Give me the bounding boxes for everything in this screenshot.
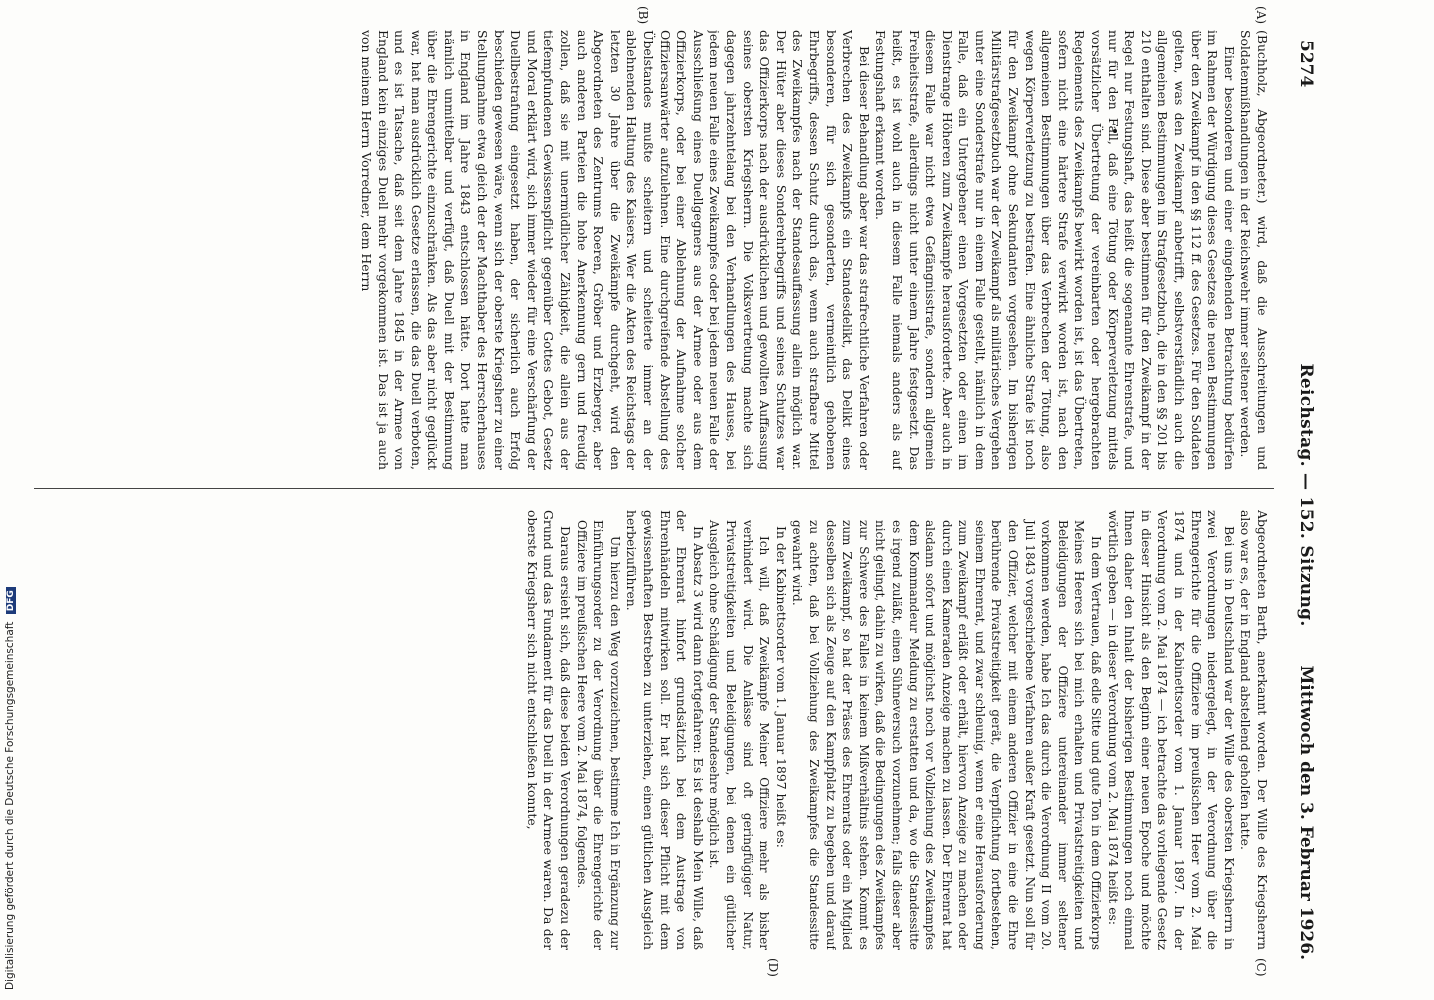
paragraph: Einer besonderen und einer eingehenden Betrachtung bedürfen im Rahmen der Würdigung dieses Gesetzes die neuen Bestimmungen über den Zweikampf in den §§ 112 ff. des Gesetzes. Für den Soldaten gelten, was den Zweikampf anbetrifft, selbstverständlich auch die allgemeinen Bestimmungen im Strafgesetzbuch, die in den §§ 201 bis 210 enthalten sind. Diese aber bestimmen für den Zweikampf in der Regel nur Festungshaft, das heißt die sogenannte Ehrenstrafe, und nur für den Fall, daß eine Tötung oder Körperverletzung mittels vorsätzlicher Übertretung der vereinbarten oder hergebrachten Regelements des Zweikampfs bewirkt worden ist, ist das Übertreten, sofern nicht eine härtere Strafe verwirkt worden ist, nach den allgemeinen Bestimmungen über das Verbrechen der Tötung, also wegen Körperverletzung zu bestrafen. Eine ähnliche Strafe ist noch für den Zweikampf ohne Sekundanten vorgesehen. Im bisherigen Militärstrafgesetzbuch war der Zweikampf als militärisches Vergehen unter eine Sonderstrafe nur in einem Falle gestellt, nämlich in dem Falle, daß ein Untergebener einen Vorgesetzten oder einen im Dienstrange Höheren zum Zweikampfe herausforderte. Aber auch in diesem Falle war nicht etwa Gefängnisstrafe, sondern allgemein Freiheitsstrafe, allerdings nicht unter einem Jahre festgesetzt. Das heißt, es ist wohl auch in diesem Falle niemals anders als auf Festungshaft erkannt worden.	[873, 30, 1237, 470]
right-column	[30, 510, 1270, 950]
margin-marker-c: (C)	[1254, 958, 1268, 977]
margin-marker-d: (D)	[766, 958, 780, 977]
dfg-logo: DFG	[6, 587, 16, 614]
paragraph: Daraus ersieht sich, daß diese beiden Verordnungen geradezu der Grund und das Fundament für das Duell in der Armee waren. Da der oberste Kriegsherr sich nicht entschließen konnte,	[524, 510, 574, 950]
margin-marker-a: (A)	[1254, 6, 1268, 25]
quoted-paragraph: Um hierzu den Weg vorzuzeichnen, bestimme Ich in Ergänzung zur Einführungsorder zu der Verordnung über die Ehrengerichte der Offiziere im preußischen Heere vom 2. Mai 1874, folgendes.	[574, 520, 622, 950]
header-title: Reichstag. — 152. Sitzung.	[1296, 363, 1316, 627]
paragraph: In Absatz 3 wird dann fortgefahren: Es ist deshalb Mein Wille, daß der Ehrenrat hinfort grundsätzlich bei dem Austrage von Ehrenhändeln mitwirken soll. Er hat sich dieser Pflicht mit dem gewissenhaften Bestreben zu unterziehen, einen gütlichen Ausgleich herbeizuführen.	[624, 510, 706, 950]
paragraph: Abgeordneten Barth, anerkannt worden. Der Wille des Kriegsherrn also war es, der in England abstellend geholfen hatte.	[1238, 510, 1270, 950]
header-date: Mittwoch den 3. Februar 1926.	[1296, 665, 1316, 960]
quoted-paragraph: Ich will, daß Zweikämpfe Meiner Offiziere mehr als bisher verhindert wird. Die Anlässe sind oft geringfügiger Natur, Privatstreitigkeiten und Beleidigungen, bei denen ein gütlicher Ausgleich ohne Schädigung der Standesehre möglich ist.	[707, 520, 772, 950]
left-column	[30, 30, 1270, 470]
page-number: 5274	[1296, 40, 1316, 88]
paragraph: Bei dieser Behandlung aber war das strafrechtliche Verfahren oder Verbrechen des Zweikampfs ein Standesdelikt, das Delikt eines besonderen, für sich gesonderten, vermeintlich gehobenen Ehrbegriffs, dessen Schutz durch das, wenn auch strafbare Mittel des Zweikampfes nach der Standesauffassung allein möglich war. Der Hüter aber dieses Sonderehrbegriffs und seines Schutzes war das Offizierkorps nach der ausdrücklichen und gewollten Auffassung seines obersten Kriegsherrn. Die Volksvertretung machte sich dagegen jahrzehntelang bei den Verhandlungen des Hauses, bei jedem neuen Falle eines Zweikampfes oder bei jedem neuen Falle der Ausschließung eines Duellgegners aus der Armee oder aus dem Offizierkorps, oder bei einer Ablehnung der Aufnahme solcher Offiziersanwärter aufzulehnen. Eine durchgreifende Abstellung des Übelstandes mußte scheitern und scheiterte immer an der ablehnenden Haltung des Kaisers. Wer die Akten des Reichstags der letzten 30 Jahre über die Zweikämpfe durchgeht, wird den Abgeordneten des Zentrums Roeren, Gröber und Erzberger, aber auch anderen Parteien die hohe Anerkennung gern und freudig zollen, daß sie mit unermüdlicher Zähigkeit, die allein aus der tiefempfundenen Gewissenspflicht gegenüber Gottes Gebot, Gesetz und Moral erklärt wird, sich immer wieder für eine Verschärfung der Duellbestrafung eingesetzt haben, der sicherlich auch Erfolg beschieden gewesen wäre, wenn sich der oberste Kriegsherr zu einer Stellungnahme etwa gleich der der Machthaber des Herrscherhauses in England im Jahre 1843 entschlossen hätte. Dort hatte man nämlich unmittelbar und verfügt, daß Duell mit der Bestimmung über die Ehrengerichte einzuschränken. Als das aber nicht geglückt war, hat man ausdrücklich Gesetze erlassen, die das Duell verboten, und es ist Tatsache, daß seit dem Jahre 1845 in der Armee von England kein einziges Duell mehr vorgekommen ist. Das ist ja auch von meinem Herrn Vorredner, dem Herrn	[358, 30, 872, 470]
paragraph: Bei uns in Deutschland war der Wille des obersten Kriegsherrn in zwei Verordnungen niedergelegt, in der Verordnung über die Ehrengerichte für die Offiziere im preußischen Heer vom 2. Mai 1874 und in der Kabinettsorder vom 1. Januar 1897. In der Verordnung vom 2. Mai 1874 — ich betrachte das vorliegende Gesetz in dieser Hinsicht als den Beginn einer neuen Epoche und möchte Ihnen daher den Inhalt der bisherigen Bestimmungen noch einmal wörtlich geben — in dieser Verordnung vom 2. Mai 1874 heißt es:	[1105, 510, 1237, 950]
footer-text-wrap	[4, 30, 24, 990]
quoted-paragraph: In dem Vertrauen, daß edle Sitte und gute Ton in dem Offizierkorps Meines Heeres sich bei mich erhalten und Privatstreitigkeiten und Beleidigungen der Offiziere untereinander immer seltener vorkommen werden, habe Ich das durch die Verordnung II vom 20. Juli 1843 vorgeschriebene Verfahren außer Kraft gesetzt. Nun soll für den Offizier, welcher mit einem anderen Offizier in eine die Ehre berührende Privatstreitigkeit gerät, die Verpflichtung fortbestehen, seinem Ehrenrat, und zwar schleunig, wenn er eine Herausforderung zum Zweikampf erläßt oder erhält, hiervon Anzeige zu machen oder durch einen Kameraden Anzeige machen zu lassen. Der Ehrenrat hat alsdann sofort und möglichst noch vor Vollziehung des Zweikampfes dem Kommandeur Meldung zu erstatten und da, wo die Standessitte es irgend zuläßt, einen Sühneversuch vorzunehmen; falls dieser aber nicht gelingt, dahin zu wirken, daß die Bedingungen des Zweikampfes zur Schwere des Falles in keinem Mißverhältnis stehen. Kommt es zum Zweikampf, so hat der Präses des Ehrenrats oder ein Mitglied desselben sich als Zeuge auf den Kampfplatz zu begeben und darauf zu achten, daß bei Vollziehung des Zweikampfes die Standessitte gewahrt wird.	[790, 520, 1104, 950]
page-header	[1290, 20, 1318, 970]
column-divider	[34, 488, 1274, 489]
paragraph: (Buchholz, Abgeordneter.) wird, daß die Ausschreitungen und Soldatenmißhandlungen in der Reichswehr immer seltener werden.	[1238, 30, 1270, 470]
footer-credit: Digitalisierung gefördert durch die Deutsche Forschungsgemeinschaft	[4, 621, 16, 990]
digitization-footer	[2, 12, 26, 992]
paragraph: In der Kabinettsorder vom 1. Januar 1897 heißt es:	[773, 526, 789, 848]
margin-marker-b: (B)	[636, 6, 650, 25]
